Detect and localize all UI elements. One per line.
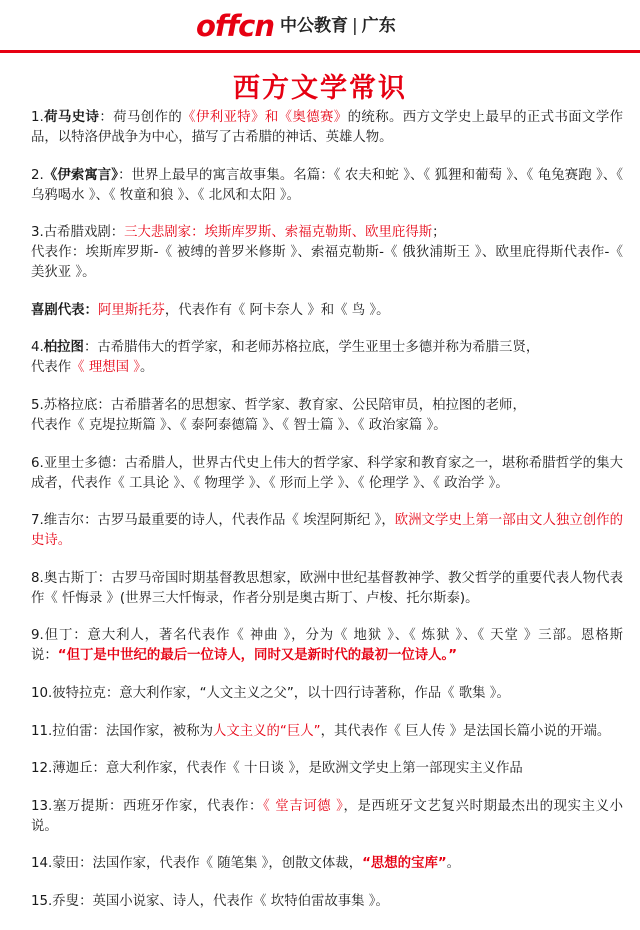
entry-highlight: 三大悲剧家：埃斯库罗斯、索福克勒斯、欧里庇得斯	[124, 225, 433, 241]
entry-boccaccio	[31, 759, 623, 779]
entry-text: ；	[432, 225, 446, 241]
entry-text: 9.但丁：意大利人，著名代表作《 神曲 》，分为《 地狱 》、《 炼狱 》、《 天堂 》三部。恩格斯说：	[31, 628, 623, 664]
entry-highlight: “思想的宝库”	[362, 856, 447, 872]
entry-text: 的统称。西方文学史上最早的正式书面文学作品，以特洛伊战争为中心，描写了古希腊的神话、英雄人物。	[31, 110, 624, 145]
entry-text: 。	[139, 360, 154, 376]
entry-greek-drama	[31, 223, 623, 283]
offcn-logo-mark: offcn	[196, 9, 274, 43]
entry-petrarch	[31, 684, 623, 704]
entry-text: 7.维吉尔：古罗马最重要的诗人，代表作品《 埃涅阿斯纪 》，	[31, 513, 395, 529]
entry-virgil	[31, 511, 623, 551]
entry-rabelais	[31, 722, 623, 742]
header-divider	[0, 50, 640, 53]
entry-chaucer	[31, 892, 623, 912]
brand-region: 广东	[361, 16, 396, 36]
entry-socrates	[31, 396, 623, 436]
entry-text: 10.彼特拉克：意大利作家，“人文主义之父”，以十四行诗著称，作品《 歌集 》。	[31, 685, 510, 701]
entry-number: 1.	[31, 110, 44, 125]
entry-highlight: 人文主义的“巨人”	[212, 723, 321, 739]
entry-term: 《伊索寓言》	[43, 167, 119, 183]
entry-text: ，其代表作《 巨人传 》是法国长篇小说的开端。	[320, 723, 611, 739]
entry-text: 代表作	[31, 360, 72, 376]
entry-text: 14.蒙田：法国作家，代表作《 随笔集 》，创散文体裁，	[31, 856, 363, 872]
entry-text: 13.塞万提斯：西班牙作家，代表作：	[31, 798, 264, 814]
entry-text: ：世界上最早的寓言故事集。名篇：《 农夫和蛇 》、《 狐狸和葡萄 》、《 龟兔赛跑 》、《 乌鸦喝水 》、《 牧童和狼 》、《 北风和太阳 》。	[31, 167, 623, 203]
entry-text: 代表作：埃斯库罗斯-《 被缚的普罗米修斯 》、索福克勒斯-《 俄狄浦斯王 》、欧里庇得斯代表作-《 美狄亚 》。	[31, 245, 623, 281]
entry-number: 2.	[31, 167, 44, 183]
entry-cervantes	[31, 797, 623, 837]
entry-highlight: 《 理想国 》	[71, 360, 140, 376]
page-title: 西方文学常识	[233, 73, 407, 104]
entry-number: 4.	[31, 340, 44, 356]
entry-highlight: 阿里斯托芬	[97, 302, 165, 318]
entry-highlight: 《 堂吉诃德 》	[263, 798, 344, 814]
entry-term: 柏拉图	[43, 340, 84, 356]
entry-aristotle	[31, 454, 623, 494]
entry-augustine	[31, 569, 623, 609]
entry-text: 15.乔叟：英国小说家、诗人，代表作《 坎特伯雷故事集 》。	[31, 893, 389, 909]
entry-text: 3.古希腊戏剧：	[31, 225, 125, 241]
entry-term: 荷马史诗	[43, 110, 100, 125]
entry-term: 喜剧代表：	[31, 302, 98, 318]
entry-text: 5.苏格拉底：古希腊著名的思想家、哲学家、教育家、公民陪审员，柏拉图的老师，	[31, 397, 526, 413]
entry-montaigne	[31, 854, 623, 874]
entry-text: 。	[446, 856, 461, 872]
entry-text: 8.奥古斯丁：古罗马帝国时期基督教思想家，欧洲中世纪基督教神学、教父哲学的重要代表人物代表作《 忏悔录 》(世界三大忏悔录，作者分别是奥古斯丁、卢梭、托尔斯泰)。	[31, 570, 623, 606]
entry-highlight: “但丁是中世纪的最后一位诗人，同时又是新时代的最初一位诗人。”	[57, 648, 458, 664]
entry-text: 代表作《 克堤拉斯篇 》、《 泰阿泰德篇 》、《 智士篇 》、《 政治家篇 》。	[31, 417, 447, 433]
entry-dante	[31, 626, 623, 666]
entry-text: ，代表作有《 阿卡奈人 》和《 鸟 》。	[164, 302, 390, 318]
brand-logo[interactable]	[196, 9, 396, 43]
entry-text: 12.薄迦丘：意大利作家，代表作《 十日谈 》，是欧洲文学史上第一部现实主义作品	[31, 761, 523, 777]
entry-text: 11.拉伯雷：法国作家，被称为	[31, 723, 213, 739]
header	[0, 0, 640, 56]
entry-highlight: 《伊利亚特》和《奥德赛》	[182, 110, 348, 125]
entry-text: ：古希腊伟大的哲学家，和老师苏格拉底，学生亚里士多德并称为希腊三贤，	[83, 340, 540, 356]
entry-text: ，是西班牙文艺复兴时期最杰出的现实主义小说。	[31, 798, 624, 834]
article-body	[31, 108, 623, 930]
entry-plato	[31, 338, 623, 378]
brand-separator: |	[352, 16, 358, 36]
brand-name: 中公教育	[280, 16, 348, 36]
entry-highlight: 欧洲文学史上第一部由文人独立创作的史诗。	[31, 513, 623, 549]
entry-aesop-fables	[31, 166, 623, 206]
entry-text: 6.亚里士多德：古希腊人，世界古代史上伟大的哲学家、科学家和教育家之一，堪称希腊哲学的集大成者，代表作《 工具论 》、《 物理学 》、《 形而上学 》、《 伦理学 》、《 政治学 》。	[31, 455, 623, 491]
entry-text: ：荷马创作的	[99, 110, 183, 125]
entry-homer-epics	[31, 108, 623, 148]
entry-comedy	[31, 301, 623, 321]
